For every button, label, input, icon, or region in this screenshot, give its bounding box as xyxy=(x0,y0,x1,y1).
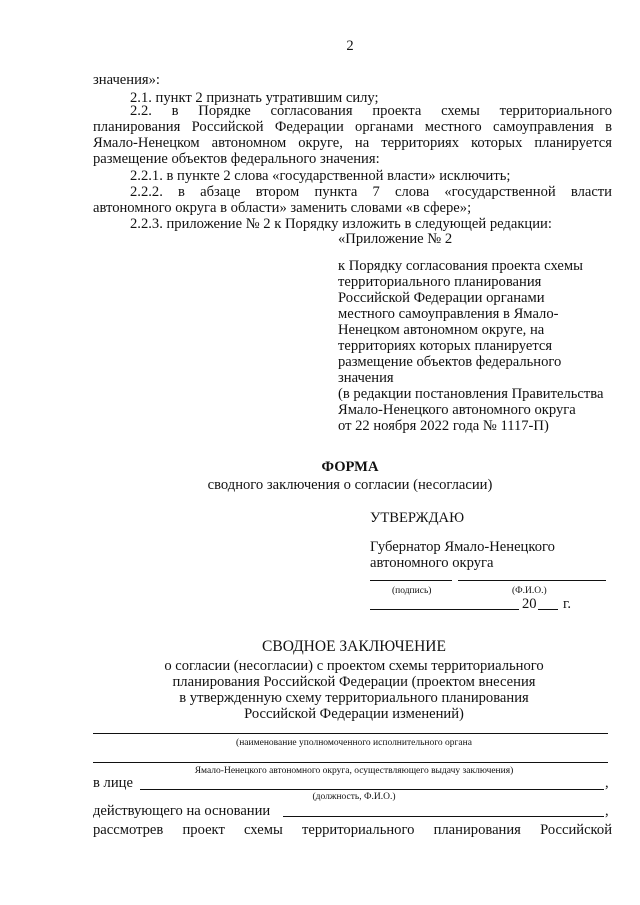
body-line: размещение объектов федерального значения: xyxy=(93,151,380,167)
date-line xyxy=(370,609,519,610)
year-line xyxy=(538,609,558,610)
authority-field-line xyxy=(93,733,608,734)
name-line xyxy=(458,580,606,581)
acting-field-line xyxy=(283,816,604,817)
page-number: 2 xyxy=(346,38,354,54)
signature-line xyxy=(370,580,452,581)
position-caption: (должность, Ф.И.О.) xyxy=(312,792,396,802)
appendix-line: к Порядку согласования проекта схемы xyxy=(338,258,583,274)
appendix-line: от 22 ноября 2022 года № 1117-П) xyxy=(338,418,549,434)
body-line: 2.2.1. в пункте 2 слова «государственной власти» исключить; xyxy=(130,168,511,184)
body-line: значения»: xyxy=(93,72,160,88)
conclusion-line: о согласии (несогласии) с проектом схемы территориального xyxy=(164,658,544,674)
appendix-line: значения xyxy=(338,370,394,386)
appendix-line: Ненецком автономном округе, на xyxy=(338,322,545,338)
body-line: 2.1. пункт 2 признать утратившим силу; xyxy=(130,90,379,106)
body-line: 2.2.3. приложение № 2 к Порядку изложить в следующей редакции: xyxy=(130,216,552,232)
governor-line: автономного округа xyxy=(370,555,494,571)
conclusion-line: планирования Российской Федерации (проектом внесения xyxy=(172,674,536,690)
region-field-line xyxy=(93,762,608,763)
in-person-label: в лице xyxy=(93,775,133,791)
acting-label: действующего на основании xyxy=(93,803,271,819)
form-subtitle: сводного заключения о согласии (несогласии) xyxy=(207,477,493,493)
acting-comma: , xyxy=(605,803,609,819)
signature-caption: (подпись) xyxy=(392,586,432,596)
body-line: рассмотрев проект схемы территориального планирования Российской xyxy=(93,822,612,838)
in-person-comma: , xyxy=(605,775,609,791)
body-line: Ямало-Ненецком автономном округе, на территориях которых планируется xyxy=(93,135,612,151)
name-caption: (Ф.И.О.) xyxy=(512,586,547,596)
appendix-line: (в редакции постановления Правительства xyxy=(338,386,604,402)
appendix-line: территориального планирования xyxy=(338,274,542,290)
body-line: планирования Российской Федерации органами местного самоуправления в xyxy=(93,119,612,135)
conclusion-line: в утвержденную схему территориального планирования xyxy=(179,690,529,706)
form-title: ФОРМА xyxy=(321,459,379,475)
appendix-line: Ямало-Ненецкого автономного округа xyxy=(338,402,576,418)
approve-label: УТВЕРЖДАЮ xyxy=(370,510,465,526)
body-line: 2.2. в Порядке согласования проекта схемы территориального xyxy=(130,103,612,119)
appendix-line: местного самоуправления в Ямало- xyxy=(338,306,559,322)
appendix-line: размещение объектов федерального xyxy=(338,354,562,370)
body-line: 2.2.2. в абзаце втором пункта 7 слова «государственной власти xyxy=(130,184,612,200)
conclusion-line: Российской Федерации изменений) xyxy=(244,706,464,722)
region-caption: Ямало-Ненецкого автономного округа, осуществляющего выдачу заключения) xyxy=(194,766,514,776)
governor-line: Губернатор Ямало-Ненецкого xyxy=(370,539,555,555)
in-person-field-line xyxy=(140,789,604,790)
appendix-line: Российской Федерации органами xyxy=(338,290,545,306)
conclusion-title: СВОДНОЕ ЗАКЛЮЧЕНИЕ xyxy=(262,638,446,655)
year-prefix: 20 xyxy=(522,596,537,612)
appendix-line: территориях которых планируется xyxy=(338,338,553,354)
body-line: автономного округа в области» заменить словами «в сфере»; xyxy=(93,200,472,216)
authority-caption: (наименование уполномоченного исполнительного органа xyxy=(236,738,472,748)
appendix-heading: «Приложение № 2 xyxy=(338,231,453,247)
year-suffix: г. xyxy=(563,596,571,612)
